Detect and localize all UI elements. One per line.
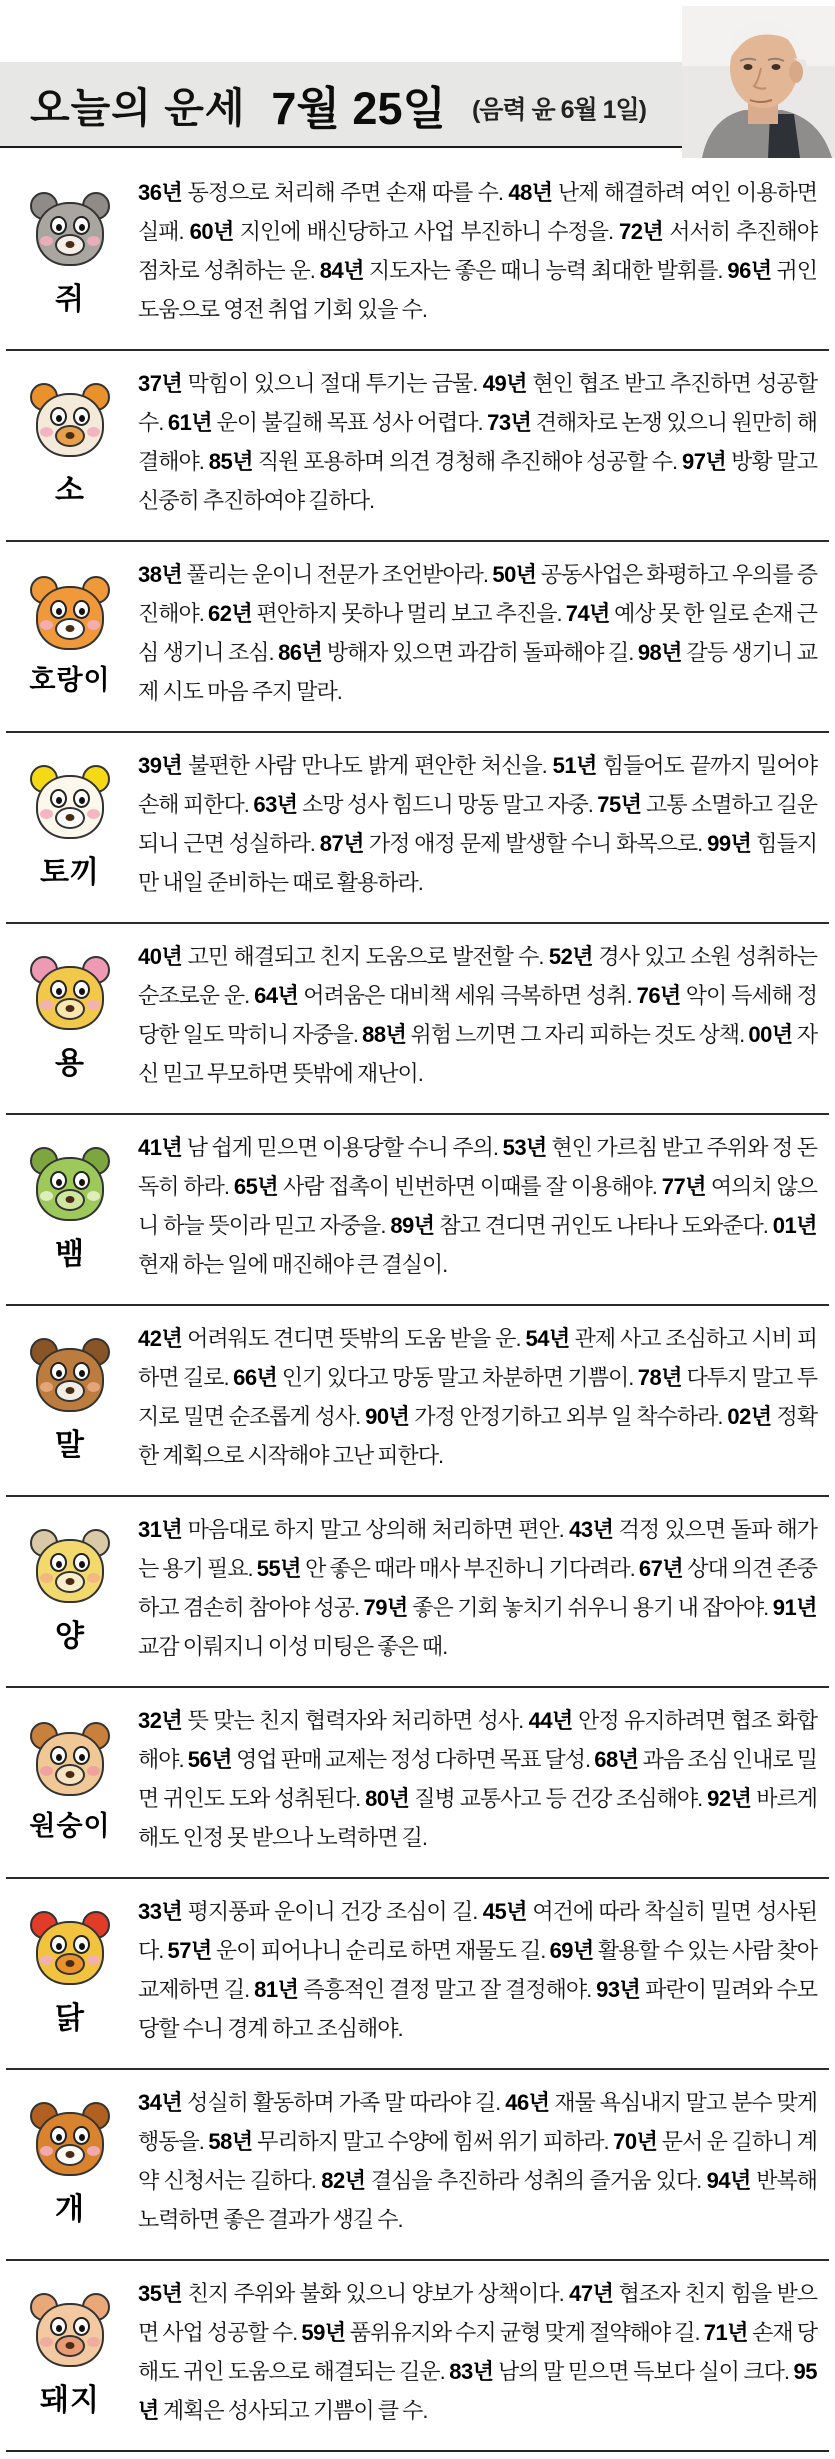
animal-name: 양 [55, 1619, 85, 1653]
fortune-text: 42년 어려워도 견디면 뜻밖의 도움 받을 운. 54년 관제 사고 조심하고 시비 피하면 길로. 66년 인기 있다고 망동 말고 차분하면 기쁨이. 78년 다투지 말고 투지로 밀면 순조롭게 성사. 90년 가정 안정기하고 외부 일 착수하라. 02년 정확한 계획으로 시작해야 고난 피한다. [138, 1326, 817, 1468]
animal-cheek-right [87, 809, 100, 819]
zodiac-icon-column [6, 2070, 134, 2259]
animal-muzzle [55, 618, 85, 640]
animal-cheek-left [40, 2337, 53, 2347]
zodiac-icon-column [6, 1879, 134, 2068]
portrait-illustration [682, 6, 835, 158]
animal-eye-right [73, 2317, 90, 2336]
monkey-icon [28, 1722, 112, 1798]
fortune-text: 36년 동정으로 처리해 주면 손재 따를 수. 48년 난제 해결하려 여인 이용하면 실패. 60년 지인에 배신당하고 사업 부진하니 수정을. 72년 서서히 추진해야 점차로 성취하는 운. 84년 지도자는 좋은 때니 능력 최대한 발휘를. 96년 귀인 도움으로 영전 취업 기회 있을 수. [138, 180, 817, 322]
animal-eye-right [73, 216, 90, 235]
dog-icon [28, 2102, 112, 2178]
animal-eye-left [50, 2317, 67, 2336]
animal-eye-left [50, 789, 67, 808]
header-lunar-note: (음력 윤 6월 1일) [471, 96, 646, 124]
fortune-text: 35년 친지 주위와 불화 있으니 양보가 상책이다. 47년 협조자 친지 힘을 받으면 사업 성공할 수. 59년 품위유지와 수지 균형 맞게 절약해야 길. 71년 손재 당해도 귀인 도움으로 해결되는 길운. 83년 남의 말 믿으면 득보다 실이 크다. 95년 계획은 성사되고 기쁨이 클 수. [138, 2281, 818, 2423]
columnist-portrait-photo [682, 6, 835, 158]
zodiac-icon-column [6, 542, 134, 731]
zodiac-row-pig [6, 2259, 829, 2450]
animal-eye-left [50, 600, 67, 619]
animal-eye-left [50, 1362, 67, 1381]
animal-muzzle [55, 1764, 85, 1786]
animal-cheek-left [40, 1766, 53, 1776]
animal-muzzle [55, 2335, 85, 2357]
animal-cheek-right [87, 1573, 100, 1583]
animal-cheek-left [40, 236, 53, 246]
animal-cheek-left [40, 1382, 53, 1392]
sheep-icon [28, 1529, 112, 1605]
animal-name: 쥐 [55, 282, 85, 316]
animal-eye-left [50, 2126, 67, 2145]
zodiac-icon-column [6, 351, 134, 540]
animal-cheek-right [87, 1000, 100, 1010]
animal-cheek-left [40, 1000, 53, 1010]
zodiac-row-rat [6, 160, 829, 349]
animal-eye-right [73, 2126, 90, 2145]
animal-name: 개 [55, 2192, 85, 2226]
animal-cheek-left [40, 427, 53, 437]
animal-muzzle [55, 234, 85, 256]
animal-cheek-left [40, 620, 53, 630]
animal-eye-left [50, 980, 67, 999]
animal-cheek-left [40, 2146, 53, 2156]
fortune-text: 33년 평지풍파 운이니 건강 조심이 길. 45년 여건에 따라 착실히 밀면 성사된다. 57년 운이 피어나니 순리로 하면 재물도 길. 69년 활용할 수 있는 사람 찾아 교제하면 길. 81년 즉흥적인 결정 말고 잘 결정해야. 93년 파란이 밀려와 수모 당할 수니 경계 하고 조심해야. [138, 1899, 817, 2041]
animal-muzzle [55, 1189, 85, 1211]
animal-muzzle [55, 1571, 85, 1593]
ox-icon [28, 383, 112, 459]
animal-eye-right [73, 1171, 90, 1190]
animal-cheek-right [87, 2146, 100, 2156]
animal-cheek-right [87, 620, 100, 630]
animal-name: 닭 [55, 2001, 85, 2035]
dragon-icon [28, 956, 112, 1032]
animal-name: 토끼 [40, 855, 100, 889]
rooster-icon [28, 1911, 112, 1987]
zodiac-icon-column [6, 160, 134, 349]
animal-cheek-right [87, 1382, 100, 1392]
rat-icon [28, 192, 112, 268]
fortune-text: 40년 고민 해결되고 친지 도움으로 발전할 수. 52년 경사 있고 소원 성취하는 순조로운 운. 64년 어려움은 대비책 세워 극복하면 성취. 76년 악이 득세해 정당한 일도 막히니 자중을. 88년 위험 느끼면 그 자리 피하는 것도 상책. 00년 자신 믿고 무모하면 뜻밖에 재난이. [138, 944, 817, 1086]
animal-muzzle [55, 1380, 85, 1402]
fortune-rows [6, 160, 829, 2452]
animal-cheek-right [87, 427, 100, 437]
fortune-text: 34년 성실히 활동하며 가족 말 따라야 길. 46년 재물 욕심내지 말고 분수 맞게 행동을. 58년 무리하지 말고 수양에 힘써 위기 피하라. 70년 문서 운 길하니 계약 신청서는 길하다. 82년 결심을 추진하라 성취의 즐거움 있다. 94년 반복해 노력하면 좋은 결과가 생길 수. [138, 2090, 818, 2232]
animal-name: 뱀 [55, 1237, 85, 1271]
animal-name: 돼지 [40, 2383, 100, 2417]
animal-name: 원숭이 [29, 1811, 111, 1841]
fortune-text: 32년 뜻 맞는 친지 협력자와 처리하면 성사. 44년 안정 유지하려면 협조 화합해야. 56년 영업 판매 교제는 정성 다하면 목표 달성. 68년 과음 조심 인내로 밀면 귀인도 도와 성취된다. 80년 질병 교통사고 등 건강 조심해야. 92년 바르게 해도 인정 못 받으나 노력하면 길. [138, 1708, 818, 1850]
zodiac-row-tiger [6, 540, 829, 731]
zodiac-icon-column [6, 1497, 134, 1686]
animal-cheek-left [40, 1191, 53, 1201]
zodiac-icon-column [6, 1306, 134, 1495]
rabbit-icon [28, 765, 112, 841]
animal-cheek-right [87, 1766, 100, 1776]
animal-eye-left [50, 407, 67, 426]
zodiac-row-snake [6, 1113, 829, 1304]
fortune-text: 39년 불편한 사람 만나도 밝게 편안한 처신을. 51년 힘들어도 끝까지 밀어야 손해 피한다. 63년 소망 성사 힘드니 망동 말고 자중. 75년 고통 소멸하고 길운 되니 근면 성실하라. 87년 가정 애정 문제 발생할 수니 화목으로. 99년 힘들지만 내일 준비하는 때로 활용하라. [138, 753, 818, 895]
animal-eye-left [50, 1171, 67, 1190]
zodiac-row-horse [6, 1304, 829, 1495]
snake-icon [28, 1147, 112, 1223]
animal-muzzle [55, 2144, 85, 2166]
zodiac-icon-column [6, 1115, 134, 1304]
animal-muzzle [55, 998, 85, 1020]
animal-cheek-right [87, 1191, 100, 1201]
animal-eye-left [50, 1935, 67, 1954]
zodiac-row-ox [6, 349, 829, 540]
zodiac-icon-column [6, 1688, 134, 1877]
animal-eye-right [73, 1746, 90, 1765]
zodiac-icon-column [6, 924, 134, 1113]
zodiac-row-monkey [6, 1686, 829, 1877]
fortune-text: 41년 남 쉽게 믿으면 이용당할 수니 주의. 53년 현인 가르침 받고 주위와 정 돈독히 하라. 65년 사람 접촉이 빈번하면 이때를 잘 이용해야. 77년 여의치 않으니 하늘 뜻이라 믿고 자중을. 89년 참고 견디면 귀인도 나타나 도와준다. 01년 현재 하는 일에 매진해야 큰 결실이. [138, 1135, 817, 1277]
animal-eye-right [73, 1362, 90, 1381]
animal-muzzle [55, 1953, 85, 1975]
zodiac-row-sheep [6, 1495, 829, 1686]
page-header [0, 0, 835, 160]
zodiac-row-dragon [6, 922, 829, 1113]
fortune-text: 31년 마음대로 하지 말고 상의해 처리하면 편안. 43년 걱정 있으면 돌파 해가는 용기 필요. 55년 안 좋은 때라 매사 부진하니 기다려라. 67년 상대 의견 존중하고 겸손히 참아야 성공. 79년 좋은 기회 놓치기 쉬우니 용기 내 잡아야. 91년 교감 이뤄지니 이성 미팅은 좋은 때. [138, 1517, 818, 1659]
animal-name: 말 [55, 1428, 85, 1462]
zodiac-icon-column [6, 2261, 134, 2450]
pig-icon [28, 2293, 112, 2369]
animal-name: 소 [55, 473, 85, 507]
header-date: 7월 25일 [271, 82, 446, 134]
animal-eye-left [50, 1746, 67, 1765]
animal-name: 용 [55, 1046, 85, 1080]
animal-cheek-left [40, 1573, 53, 1583]
zodiac-row-dog [6, 2068, 829, 2259]
zodiac-icon-column [6, 733, 134, 922]
tiger-icon [28, 576, 112, 652]
animal-eye-left [50, 1553, 67, 1572]
animal-name: 호랑이 [29, 665, 111, 695]
animal-eye-right [73, 1553, 90, 1572]
animal-cheek-right [87, 236, 100, 246]
animal-cheek-right [87, 1955, 100, 1965]
animal-muzzle [55, 425, 85, 447]
page-title: 오늘의 운세 [30, 84, 246, 131]
animal-cheek-right [87, 2337, 100, 2347]
animal-cheek-left [40, 1955, 53, 1965]
animal-cheek-left [40, 809, 53, 819]
fortune-text: 38년 풀리는 운이니 전문가 조언받아라. 50년 공동사업은 화평하고 우의를 증진해야. 62년 편안하지 못하나 멀리 보고 추진을. 74년 예상 못 한 일로 손재 근심 생기니 조심. 86년 방해자 있으면 과감히 돌파해야 길. 98년 갈등 생기니 교제 시도 마음 주지 말라. [138, 562, 818, 704]
animal-eye-right [73, 407, 90, 426]
animal-muzzle [55, 807, 85, 829]
zodiac-row-rooster [6, 1877, 829, 2068]
animal-eye-left [50, 216, 67, 235]
horse-icon [28, 1338, 112, 1414]
animal-eye-right [73, 600, 90, 619]
animal-eye-right [73, 1935, 90, 1954]
zodiac-row-rabbit [6, 731, 829, 922]
animal-eye-right [73, 980, 90, 999]
animal-eye-right [73, 789, 90, 808]
fortune-text: 37년 막힘이 있으니 절대 투기는 금물. 49년 현인 협조 받고 추진하면 성공할 수. 61년 운이 불길해 목표 성사 어렵다. 73년 견해차로 논쟁 있으니 원만히 해결해야. 85년 직원 포용하며 의견 경청해 추진해야 성공할 수. 97년 방황 말고 신중히 추진하여야 길하다. [138, 371, 817, 513]
